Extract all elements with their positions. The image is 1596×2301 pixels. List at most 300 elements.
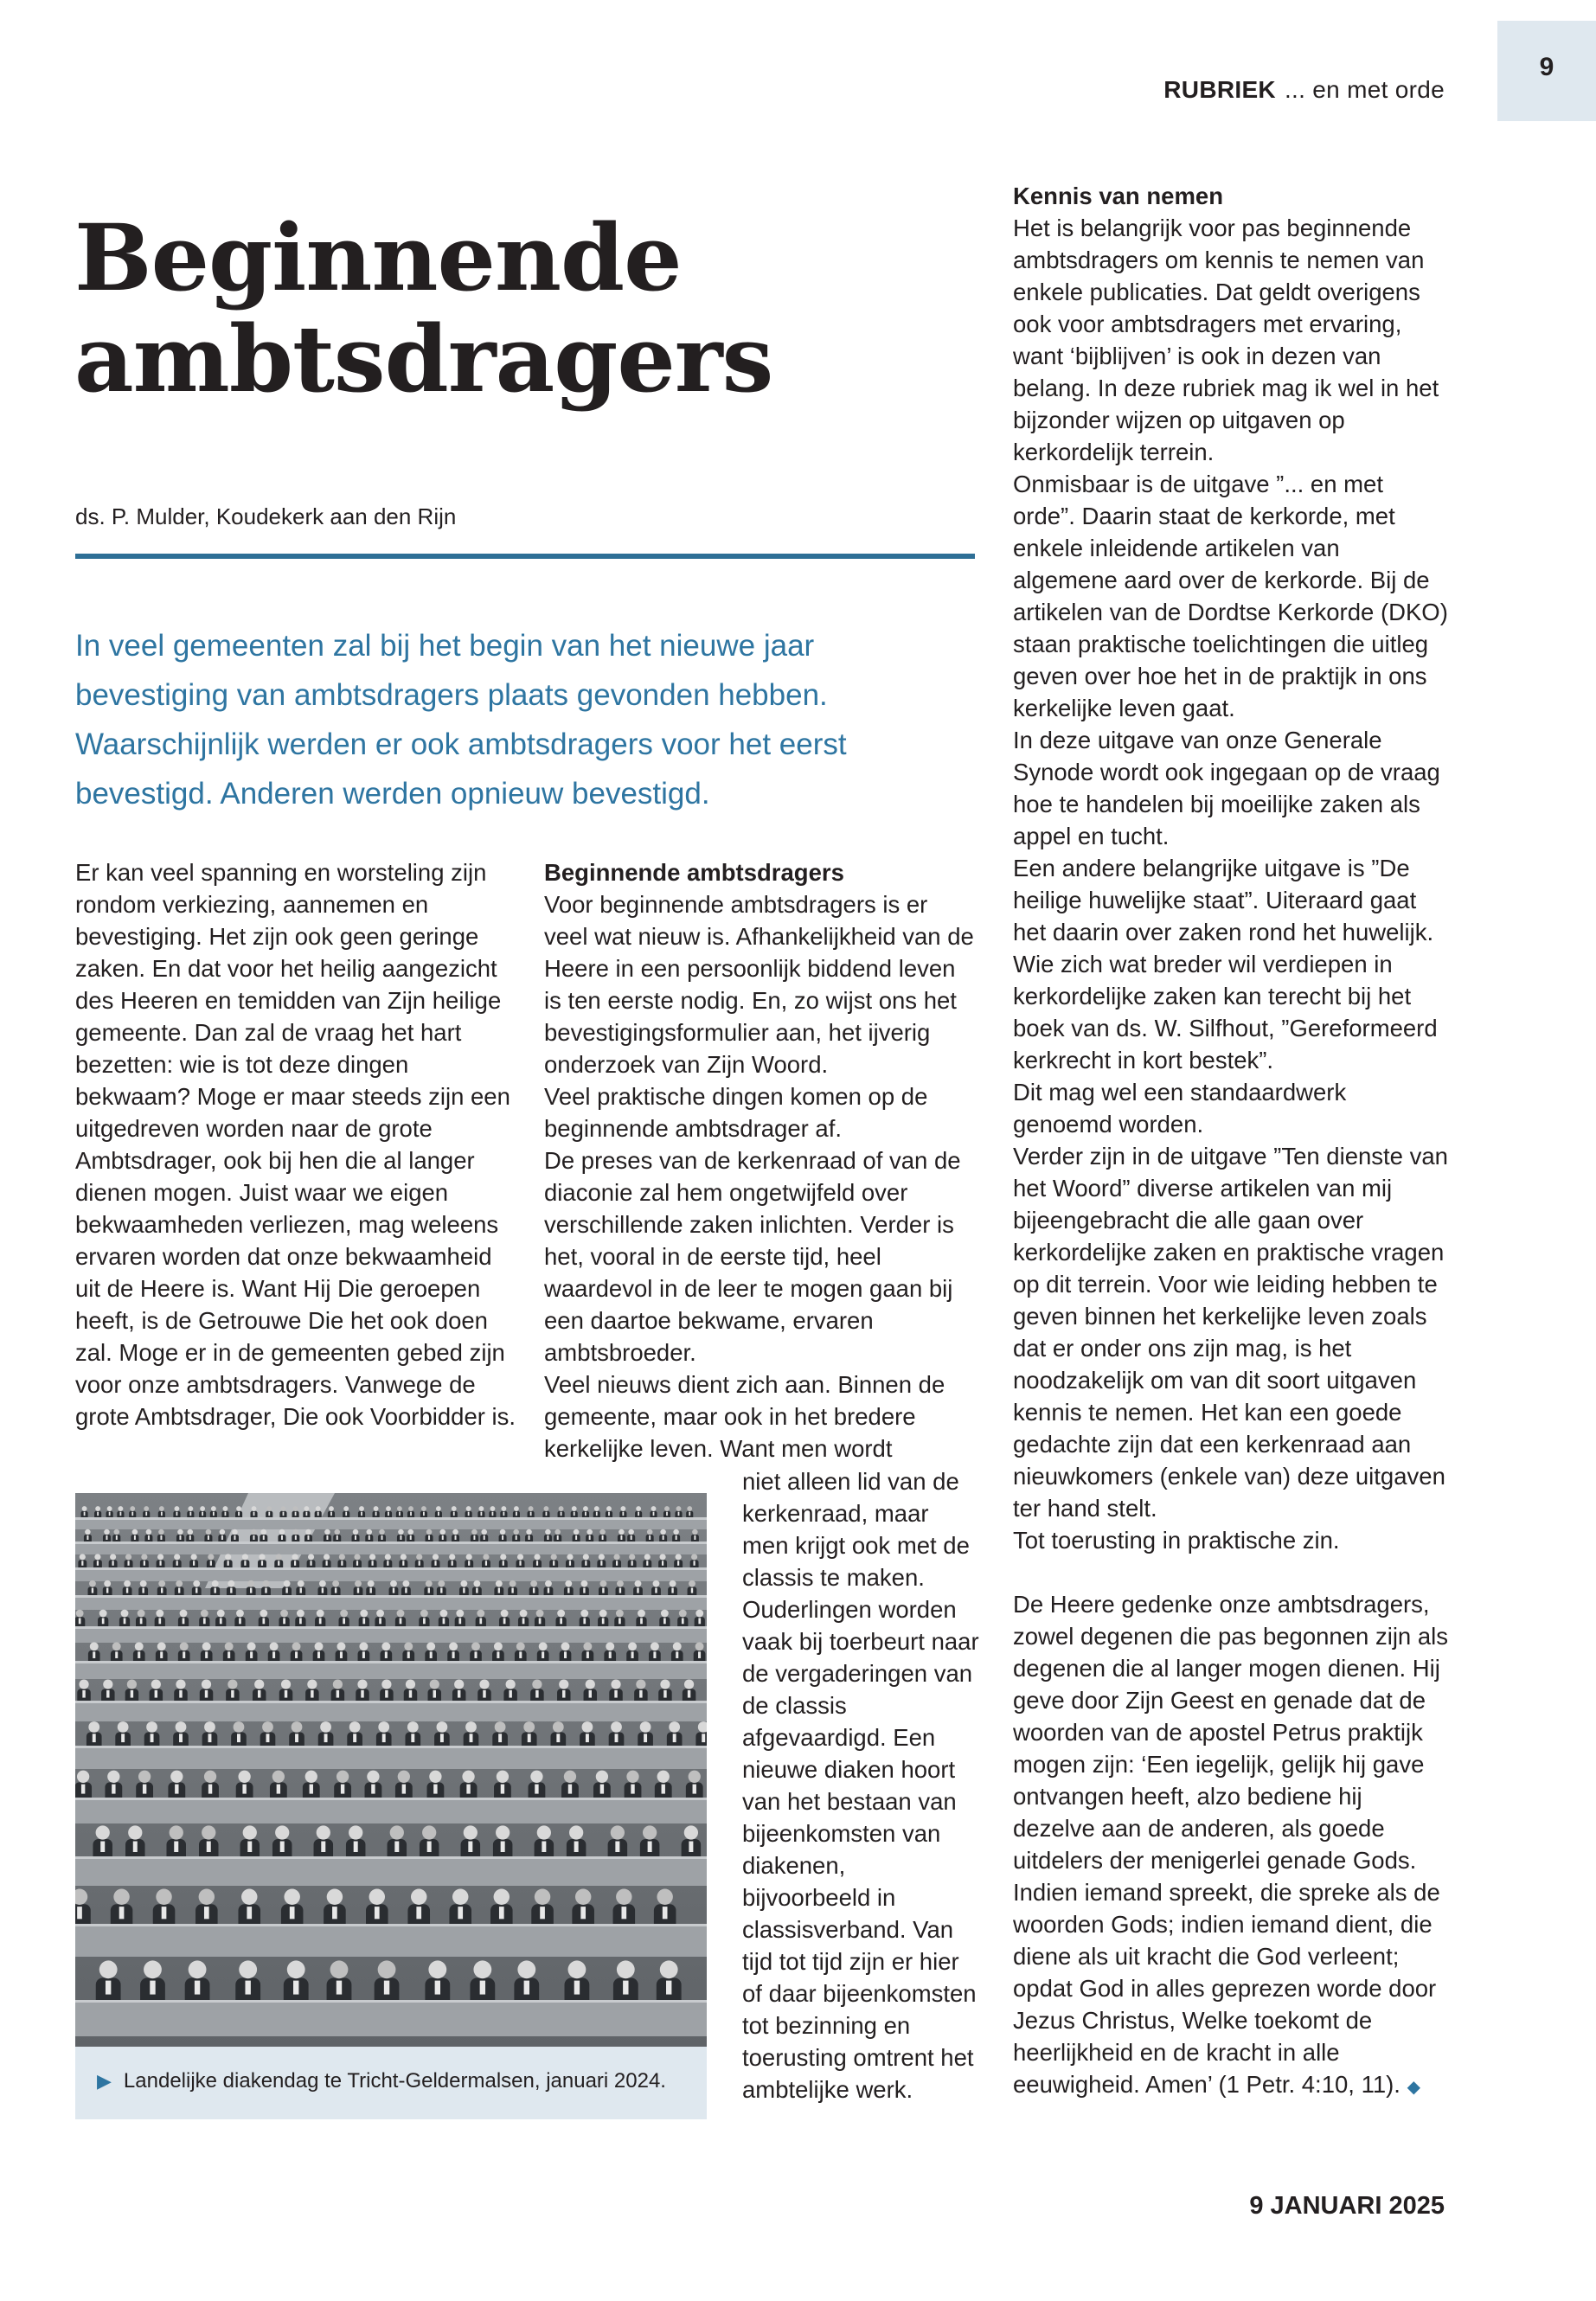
col3-paragraph-7: Tot toerusting in praktische zin. [1013, 1527, 1340, 1554]
pew-figure-shirt [615, 1734, 619, 1742]
pew-figure-head [327, 1889, 343, 1905]
pew-figure-head [95, 1506, 100, 1511]
pew-figure-shirt [663, 1690, 666, 1698]
pew-figure-head [691, 1554, 697, 1560]
pew-figure-shirt [305, 1512, 307, 1516]
pew-figure-shirt [81, 1785, 85, 1794]
pew-figure-shirt [106, 1981, 111, 1995]
pew-figure-head [583, 1506, 588, 1511]
pew-figure-shirt [231, 1690, 234, 1698]
pew-figure-shirt [567, 1588, 569, 1593]
pew-figure-shirt [341, 1785, 344, 1794]
pew-figure-head [530, 1771, 542, 1783]
pew-figure-head [228, 1679, 237, 1689]
pew-figure-shirt [600, 1785, 604, 1794]
col3-paragraph-5: Dit mag wel een standaardwerk genoemd worden. [1013, 1079, 1347, 1138]
pew-figure-shirt [204, 1907, 209, 1919]
pew-figure-head [236, 1610, 244, 1618]
pew-figure-shirt [87, 1535, 88, 1540]
pew-figure-shirt [639, 1690, 642, 1698]
pew-figure-shirt [228, 1561, 229, 1566]
pew-figure-head [586, 1529, 593, 1535]
pew-figure-head [640, 1721, 651, 1733]
pew-figure-head [407, 1529, 413, 1535]
pew-bench-edge [75, 1595, 707, 1598]
pew-figure-head [337, 1642, 346, 1650]
pew-figure-head [561, 1642, 570, 1650]
pew-figure-head [660, 1960, 678, 1978]
pew-figure-shirt [423, 1618, 426, 1624]
pew-figure-shirt [385, 1690, 388, 1698]
pew-figure-shirt [434, 1561, 436, 1566]
pew-figure-head [281, 1506, 286, 1511]
article-photo [75, 1493, 707, 2047]
pew-figure-head [88, 1721, 99, 1733]
pew-bench-edge [75, 1798, 707, 1800]
pew-figure-head [127, 1679, 137, 1689]
pew-figure-head [206, 1529, 212, 1535]
pew-figure-head [174, 1554, 180, 1560]
pew-figure-shirt [691, 1588, 693, 1593]
pew-figure-head [574, 1529, 580, 1535]
title-line-2: ambtsdragers [74, 304, 773, 413]
pew-figure-head [575, 1889, 591, 1905]
pew-figure-shirt [159, 1561, 161, 1566]
pew-figure-shirt [498, 1588, 500, 1593]
pew-figure-head [317, 1825, 330, 1839]
pew-figure-head [535, 1889, 550, 1905]
pew-figure-head [208, 1554, 214, 1560]
pew-figure-shirt [435, 1981, 440, 1995]
pew-bench [75, 1746, 707, 1769]
pew-figure-head [689, 1580, 695, 1587]
pew-figure-head [684, 1679, 694, 1689]
pew-figure-shirt [281, 1535, 283, 1540]
pew-figure-shirt [631, 1535, 632, 1540]
pew-figure-shirt [655, 1588, 657, 1593]
pew-figure-shirt [702, 1734, 705, 1742]
pew-figure-shirt [622, 1512, 624, 1516]
pew-figure-shirt [516, 1512, 517, 1516]
pew-figure-head [96, 1825, 110, 1839]
pew-figure-shirt [112, 1561, 114, 1566]
pew-figure-shirt [244, 1561, 246, 1566]
pew-figure-head [261, 1529, 267, 1535]
pew-figure-head [495, 1721, 506, 1733]
caption-arrow-icon: ▶ [97, 2070, 112, 2092]
pew-figure-head [420, 1610, 428, 1618]
pew-figure-head [523, 1721, 535, 1733]
pew-figure-head [580, 1610, 588, 1618]
pew-figure-head [454, 1679, 464, 1689]
pew-figure-shirt [501, 1842, 505, 1853]
pew-figure-shirt [280, 1842, 285, 1853]
pew-figure-shirt [443, 1618, 445, 1624]
pew-figure-head [403, 1580, 410, 1587]
pew-figure-shirt [497, 1651, 499, 1658]
pew-figure-head [191, 1554, 197, 1560]
pew-figure-head [516, 1642, 525, 1650]
pew-figure-shirt [407, 1651, 410, 1658]
pew-figure-shirt [419, 1561, 420, 1566]
pew-figure-head [280, 1610, 288, 1618]
pew-figure-head [284, 1889, 299, 1905]
pew-figure-head [304, 1506, 309, 1511]
pew-figure-head [157, 1642, 166, 1650]
pew-figure-head [107, 1506, 112, 1511]
pew-figure-head [243, 1825, 257, 1839]
pew-figure-head [689, 1771, 701, 1783]
pew-bench-edge [75, 1567, 707, 1570]
pew-figure-shirt [337, 1981, 342, 1995]
pew-bench [75, 1924, 707, 1957]
pew-figure-head [661, 1610, 669, 1618]
pew-figure-head [99, 1960, 118, 1978]
pew-figure-shirt [332, 1907, 337, 1919]
pew-figure-shirt [261, 1561, 263, 1566]
pew-figure-head [225, 1642, 234, 1650]
pew-figure-shirt [382, 1734, 386, 1742]
pew-figure-shirt [311, 1690, 313, 1698]
pew-figure-head [600, 1580, 607, 1587]
page-number: 9 [1497, 21, 1596, 121]
pew-figure-shirt [452, 1651, 455, 1658]
pew-figure-head [367, 1529, 373, 1535]
pew-figure-shirt [175, 1785, 178, 1794]
pew-figure-head [367, 1771, 379, 1783]
pew-figure-shirt [278, 1561, 279, 1566]
pew-figure-shirt [458, 1907, 463, 1919]
pew-figure-shirt [84, 1512, 86, 1516]
pew-figure-shirt [92, 1588, 93, 1593]
pew-figure-shirt [345, 1512, 347, 1516]
pew-bench [75, 1661, 707, 1679]
pew-figure-shirt [468, 1512, 470, 1516]
pew-figure-head [628, 1529, 634, 1535]
pew-figure-head [320, 1721, 331, 1733]
pew-figure-head [565, 1580, 572, 1587]
pew-figure-shirt [574, 1981, 580, 1995]
pew-figure-head [176, 1679, 185, 1689]
pew-figure-shirt [394, 1842, 399, 1853]
pew-figure-head [692, 1529, 698, 1535]
pew-figure-head [636, 1679, 645, 1689]
pew-figure-shirt [245, 1981, 250, 1995]
pew-figure-head [428, 1960, 446, 1978]
pew-figure-head [651, 1506, 657, 1511]
pew-figure-head [146, 1529, 152, 1535]
pew-figure-shirt [400, 1535, 401, 1540]
pew-figure-head [473, 1960, 491, 1978]
pew-figure-shirt [542, 1651, 544, 1658]
pew-figure-shirt [585, 1512, 586, 1516]
pew-figure-shirt [183, 1651, 185, 1658]
pew-figure-shirt [671, 1588, 673, 1593]
pew-figure-head [138, 1610, 145, 1618]
pew-figure-shirt [442, 1535, 444, 1540]
pew-figure-head [510, 1580, 516, 1587]
pew-figure-shirt [133, 1842, 138, 1853]
pew-figure-shirt [379, 1618, 381, 1624]
pew-figure-shirt [324, 1734, 328, 1742]
pew-figure-head [337, 1771, 349, 1783]
pew-figure-shirt [498, 1734, 502, 1742]
pew-figure-head [343, 1506, 349, 1511]
pew-figure-head [583, 1642, 592, 1650]
pew-figure-head [471, 1529, 478, 1535]
pew-figure-head [483, 1554, 489, 1560]
pew-figure-shirt [369, 1535, 370, 1540]
pew-figure-head [557, 1610, 565, 1618]
pew-figure-shirt [179, 1734, 183, 1742]
pew-figure-shirt [536, 1561, 538, 1566]
pew-figure-head [407, 1721, 419, 1733]
pew-figure-shirt [463, 1588, 465, 1593]
pew-figure-shirt [503, 1618, 506, 1624]
pew-figure-head [385, 1554, 391, 1560]
pew-figure-shirt [285, 1690, 287, 1698]
pew-figure-head [456, 1610, 464, 1618]
pew-figure-shirt [640, 1618, 643, 1624]
pew-figure-head [239, 1960, 257, 1978]
pew-figure-shirt [362, 1618, 365, 1624]
pew-figure-shirt [409, 1690, 412, 1698]
pew-figure-shirt [285, 1588, 287, 1593]
pew-figure-head [158, 1529, 164, 1535]
pew-figure-head [90, 1642, 99, 1650]
pew-figure-head [151, 1679, 161, 1689]
pew-figure-shirt [322, 1588, 324, 1593]
pew-figure-head [628, 1642, 637, 1650]
pew-figure-head [536, 1610, 544, 1618]
pew-figure-head [223, 1506, 228, 1511]
pew-figure-shirt [614, 1690, 617, 1698]
pew-figure-head [673, 1529, 679, 1535]
pew-figure-head [157, 1554, 163, 1560]
pew-figure-shirt [203, 1618, 206, 1624]
pew-figure-shirt [553, 1561, 554, 1566]
pew-figure-head [85, 1529, 91, 1535]
pew-bench-edge [75, 2000, 707, 2003]
pew-figure-shirt [151, 1734, 154, 1742]
pew-figure-head [477, 1610, 484, 1618]
pew-figure-head [606, 1506, 612, 1511]
pew-figure-shirt [662, 1785, 665, 1794]
pew-figure-shirt [589, 1535, 591, 1540]
pew-figure-head [526, 1529, 532, 1535]
pew-figure-shirt [208, 1535, 209, 1540]
pew-figure-head [317, 1610, 324, 1618]
pew-figure-shirt [503, 1561, 504, 1566]
pew-figure-shirt [321, 1842, 325, 1853]
pew-figure-head [82, 1506, 87, 1511]
pew-bench-edge [75, 1541, 707, 1544]
pew-figure-head [466, 1554, 472, 1560]
pew-figure-head [638, 1610, 645, 1618]
col3-paragraph-2: Onmisbaar is de uitgave ”... en met orde”. Daarin staat de kerkorde, met enkele inleidende artikelen van algemene aard over de kerkorde. Bij de artikelen van de Dordtse Kerkorde (DKO) staan praktische toelichtingen die uitleg geven over hoe het in de praktijk in ons kerkelijke leven gaat. [1013, 471, 1448, 721]
pew-figure-shirt [77, 1907, 82, 1919]
pew-figure-head [429, 1771, 441, 1783]
pew-figure-head [530, 1580, 537, 1587]
pew-figure-head [421, 1506, 426, 1511]
pew-figure-shirt [253, 1535, 254, 1540]
pew-figure-head [104, 1529, 110, 1535]
pew-figure-shirt [138, 1651, 140, 1658]
pew-figure-head [211, 1506, 216, 1511]
pew-figure-head [340, 1610, 348, 1618]
pew-figure-head [281, 1679, 291, 1689]
pew-figure-head [144, 1506, 149, 1511]
pew-figure-head [200, 1506, 205, 1511]
pew-figure-head [293, 1506, 298, 1511]
pew-figure-head [329, 1506, 334, 1511]
pew-figure-shirt [208, 1734, 212, 1742]
pew-figure-shirt [501, 1785, 504, 1794]
pew-figure-shirt [479, 1618, 482, 1624]
pew-figure-head [438, 1580, 445, 1587]
pew-figure-shirt [299, 1618, 302, 1624]
pew-figure-head [272, 1771, 285, 1783]
pew-figure-head [404, 1642, 413, 1650]
pew-figure-head [79, 1679, 88, 1689]
pew-figure-shirt [354, 1842, 358, 1853]
pew-figure-shirt [662, 1561, 663, 1566]
pew-figure-head [381, 1679, 391, 1689]
pew-figure-head [146, 1721, 157, 1733]
pew-figure-shirt [158, 1618, 161, 1624]
pew-figure-head [202, 1825, 215, 1839]
pew-figure-shirt [631, 1651, 634, 1658]
pew-figure-shirt [561, 1512, 562, 1516]
pew-figure-head [426, 1642, 435, 1650]
pew-figure-shirt [646, 1561, 648, 1566]
pew-figure-head [204, 1721, 215, 1733]
pew-figure-shirt [134, 1535, 136, 1540]
pew-figure-shirt [608, 1512, 610, 1516]
pew-figure-head [170, 1771, 183, 1783]
pew-figure-shirt [131, 1512, 133, 1516]
pew-figure-shirt [202, 1512, 203, 1516]
pew-figure-shirt [530, 1512, 532, 1516]
pew-figure-head [460, 1580, 467, 1587]
church-pews-photo [75, 1493, 707, 2047]
pew-figure-shirt [402, 1561, 404, 1566]
pew-figure-head [544, 1506, 549, 1511]
pew-figure-shirt [295, 1535, 297, 1540]
pew-figure-shirt [237, 1734, 240, 1742]
pew-figure-shirt [433, 1785, 437, 1794]
pew-figure-head [247, 1580, 254, 1587]
pew-figure-head [501, 1506, 506, 1511]
col2-paragraph-4: Veel nieuws dient zich aan. Binnen de gemeente, maar ook in het bredere kerkelijke leven. Want men wordt [544, 1371, 945, 1462]
pew-figure-head [349, 1721, 361, 1733]
pew-figure-shirt [666, 1981, 671, 1995]
rubric-header [1163, 76, 1445, 104]
pew-figure-head [629, 1554, 635, 1560]
pew-figure-head [653, 1580, 660, 1587]
pew-figure-head [398, 1529, 404, 1535]
column-1 [75, 856, 516, 1433]
pew-figure-shirt [317, 1512, 319, 1516]
pew-figure-head [478, 1506, 484, 1511]
pew-figure-shirt [361, 1512, 362, 1516]
pew-figure-shirt [189, 1535, 191, 1540]
pew-figure-shirt [283, 1512, 285, 1516]
pew-figure-head [378, 1721, 389, 1733]
pew-figure-head [599, 1610, 607, 1618]
pew-figure-shirt [589, 1690, 592, 1698]
pew-figure-head [660, 1679, 670, 1689]
pew-figure-head [141, 1554, 147, 1560]
pew-figure-head [613, 1554, 619, 1560]
pew-figure-shirt [82, 1690, 85, 1698]
pew-figure-head [647, 1529, 653, 1535]
pew-figure-shirt [568, 1785, 572, 1794]
pew-figure-head [357, 1679, 367, 1689]
pew-figure-head [236, 1506, 241, 1511]
pew-figure-shirt [293, 1981, 298, 1995]
pew-figure-shirt [428, 1535, 430, 1540]
pew-figure-shirt [410, 1535, 412, 1540]
pew-figure-shirt [109, 1512, 111, 1516]
pew-figure-head [252, 1506, 257, 1511]
pew-figure-head [449, 1642, 458, 1650]
rubric-label: RUBRIEK [1163, 76, 1276, 103]
pew-figure-shirt [522, 1618, 525, 1624]
pew-figure-head [636, 1506, 641, 1511]
pew-figure-shirt [547, 1535, 548, 1540]
pew-figure-shirt [698, 1651, 701, 1658]
pew-figure-head [189, 1960, 207, 1978]
pew-figure-head [270, 1642, 279, 1650]
pew-figure-head [324, 1554, 330, 1560]
pew-figure-shirt [295, 1512, 297, 1516]
pew-figure-head [76, 1610, 84, 1618]
pew-figure-shirt [546, 1512, 548, 1516]
pew-figure-head [307, 1679, 317, 1689]
pew-figure-shirt [698, 1618, 701, 1624]
pew-figure-shirt [97, 1561, 99, 1566]
pew-figure-head [500, 1554, 506, 1560]
pew-figure-shirt [688, 1690, 690, 1698]
pew-figure-head [676, 1554, 682, 1560]
col2-paragraph-2: Veel praktische dingen komen op de beginnende ambtsdrager af. [544, 1083, 928, 1142]
pew-figure-head [670, 1580, 676, 1587]
pew-figure-head [553, 1721, 564, 1733]
pew-figure-shirt [529, 1535, 530, 1540]
pew-figure-head [583, 1554, 589, 1560]
pew-figure-shirt [569, 1561, 571, 1566]
pew-figure-head [355, 1580, 362, 1587]
pew-figure-shirt [195, 1588, 197, 1593]
pew-figure-head [177, 1529, 183, 1535]
pew-figure-head [679, 1610, 687, 1618]
pew-figure-shirt [307, 1535, 309, 1540]
pew-figure-head [128, 1825, 142, 1839]
pew-figure-shirt [81, 1561, 83, 1566]
pew-figure-head [659, 1554, 665, 1560]
pew-figure-head [188, 1529, 194, 1535]
col2-paragraph-1: Voor beginnende ambtsdragers is er veel wat nieuw is. Afhankelijkheid van de Heere in een persoonlijk biddend leven is ten eerste nodig. En, zo wijst ons het bevestigingsformulier aan, het ijverig onderzoek van Zijn Woord. [544, 891, 974, 1078]
pew-figure-head [664, 1506, 670, 1511]
pew-figure-head [330, 1960, 349, 1978]
pew-figure-shirt [371, 1785, 375, 1794]
pew-figure-head [353, 1529, 359, 1535]
pew-figure-head [494, 1642, 503, 1650]
pew-figure-shirt [195, 1981, 200, 1995]
pew-figure-head [539, 1642, 548, 1650]
pew-figure-shirt [676, 1651, 678, 1658]
